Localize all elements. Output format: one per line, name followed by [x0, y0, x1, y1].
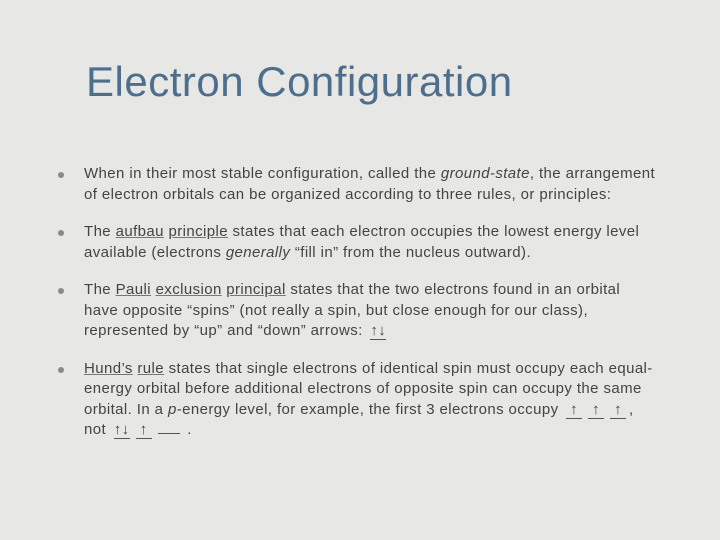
bullet-list [58, 164, 658, 458]
underlined-term: Pauli [115, 281, 151, 298]
orbital-arrows: ↑↓ [370, 322, 387, 339]
text: The [84, 223, 116, 240]
text: states that each electron occupies the lowest energy level available (electrons [84, 223, 640, 261]
underlined-term: rule [137, 359, 165, 377]
italic-term: ground-state [440, 165, 530, 182]
text: states that single electrons of identical spin must occupy each equal-energy orbital before additional electrons of opposite spin can occupy the same orbital. In a [84, 359, 653, 418]
orbital-slot: ↑ [566, 402, 582, 419]
orbital-slot: ↑ [136, 422, 152, 439]
text: The [84, 281, 116, 298]
bullet-ground-state [58, 164, 658, 205]
text: . [182, 421, 192, 438]
slide-title: Electron Configuration [86, 58, 513, 105]
bullet-dot-icon [58, 172, 64, 178]
orbital-slot: ↑↓ [113, 421, 130, 438]
underlined-term: Hund’s [84, 359, 133, 377]
bullet-aufbau [58, 222, 658, 263]
underlined-term: principal [226, 281, 286, 298]
italic-term: p [167, 400, 177, 418]
bullet-hund [58, 359, 658, 441]
text: , not [84, 400, 634, 438]
text: states that the two electrons found in an orbital have opposite “spins” (not really a spin, but close enough for our class), represented by “up” and “down” arrows: [84, 281, 621, 339]
bullet-dot-icon [58, 230, 64, 236]
text: -energy level, for example, the first 3 electrons occupy [176, 400, 564, 418]
underlined-term: aufbau [115, 223, 164, 240]
orbital-slot: ↑ [610, 402, 626, 419]
underlined-term: principle [168, 223, 228, 240]
italic-term: generally [225, 243, 291, 261]
bullet-dot-icon [58, 288, 64, 294]
text: , the arrangement of electron orbitals can be organized according to three rules, or principles: [84, 165, 656, 203]
orbital-slot: ↑ [588, 402, 604, 419]
bullet-dot-icon [58, 367, 64, 373]
bullet-pauli [58, 280, 658, 342]
underlined-term: exclusion [155, 281, 222, 298]
text: When in their most stable configuration, called the [84, 165, 441, 182]
text: “fill in” from the nucleus outward). [290, 243, 532, 261]
orbital-slot-empty [158, 433, 180, 434]
